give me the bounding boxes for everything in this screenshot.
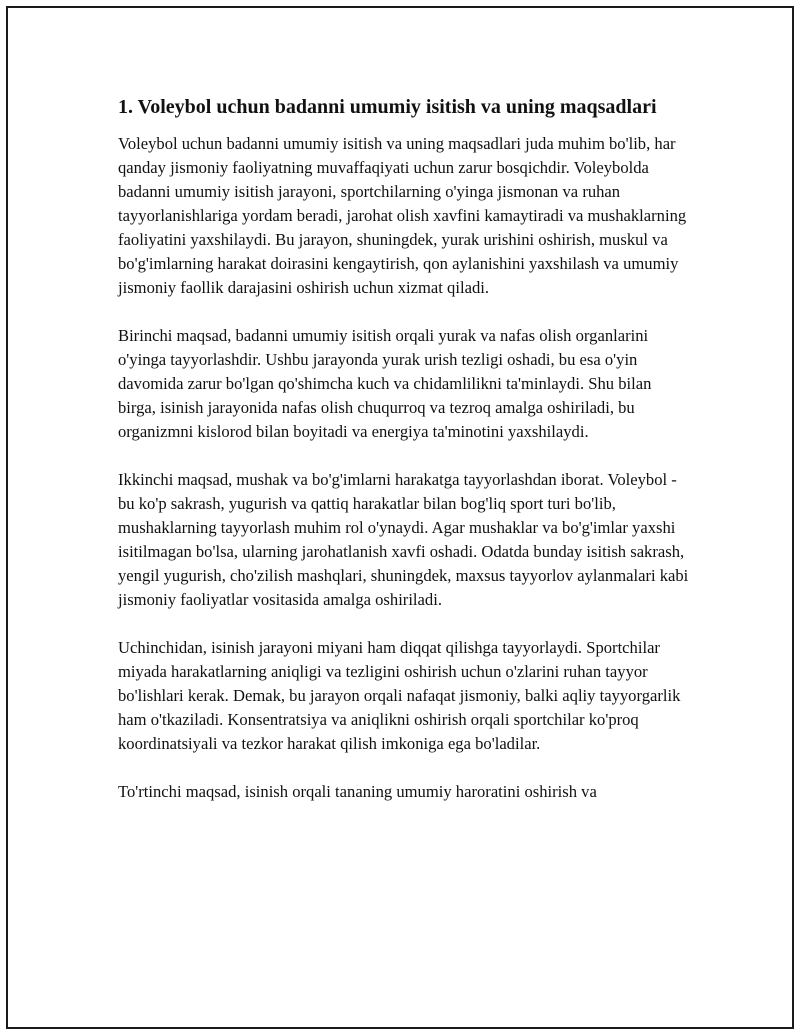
paragraph-first-goal: Birinchi maqsad, badanni umumiy isitish orqali yurak va nafas olish organlarini o'yinga tayyorlashdir. Ushbu jarayonda yurak urish tezligi oshadi, bu esa o'yin davomida zarur bo'lgan qo'shimcha kuch va chidamlilikni ta'minlaydi. Shu bilan birga, isinish jarayonida nafas olish chuqurroq va tezroq amalga oshiriladi, bu organizmni kislorod bilan boyitadi va energiya ta'minotini yaxshilaydi. — [118, 326, 652, 441]
paragraph-fourth-goal: To'rtinchi maqsad, isinish orqali tananing umumiy haroratini oshirish va — [118, 782, 597, 801]
paragraph-third-goal: Uchinchidan, isinish jarayoni miyani ham diqqat qilishga tayyorlaydi. Sportchilar miyada harakatlarning aniqligi va tezligini oshirish uchun o'zlarini ruhan tayyor bo'lishlari kerak. Demak, bu jarayon orqali nafaqat jismoniy, balki aqliy tayyorgarlik ham o'tkaziladi. Konsentratsiya va aniqlikni oshirish orqali sportchilar ko'proq koordinatsiyali va tezkor harakat qilish imkoniga ega bo'ladilar. — [118, 638, 681, 753]
paragraph-intro: Voleybol uchun badanni umumiy isitish va uning maqsadlari juda muhim bo'lib, har qanday jismoniy faoliyatning muvaffaqiyati uchun zarur bosqichdir. Voleybolda badanni umumiy isitish jarayoni, sportchilarning o'yinga jismonan va ruhan tayyorlanishlariga yordam beradi, jarohat olish xavfini kamaytiradi va mushaklarning faoliyatini yaxshilaydi. Bu jarayon, shuningdek, yurak urishini oshirish, muskul va bo'g'imlarning harakat doirasini kengaytirish, qon aylanishini yaxshilash va umumiy jismoniy faollik darajasini oshirish uchun xizmat qiladi. — [118, 134, 687, 297]
document-body — [118, 94, 693, 804]
section-heading: 1. Voleybol uchun badanni umumiy isitish va uning maqsadlari — [118, 96, 657, 118]
paragraph-second-goal: Ikkinchi maqsad, mushak va bo'g'imlarni harakatga tayyorlashdan iborat. Voleybol - bu ko'p sakrash, yugurish va qattiq harakatlar bilan bog'liq sport turi bo'lib, mushaklarning tayyorlash muhim rol o'ynaydi. Agar mushaklar va bo'g'imlar yaxshi isitilmagan bo'lsa, ularning jarohatlanish xavfi oshadi. Odatda bunday isitish sakrash, yengil yugurish, cho'zilish mashqlari, shuningdek, maxsus tayyorlov aylanmalari kabi jismoniy faoliyatlar vositasida amalga oshiriladi. — [118, 470, 689, 609]
